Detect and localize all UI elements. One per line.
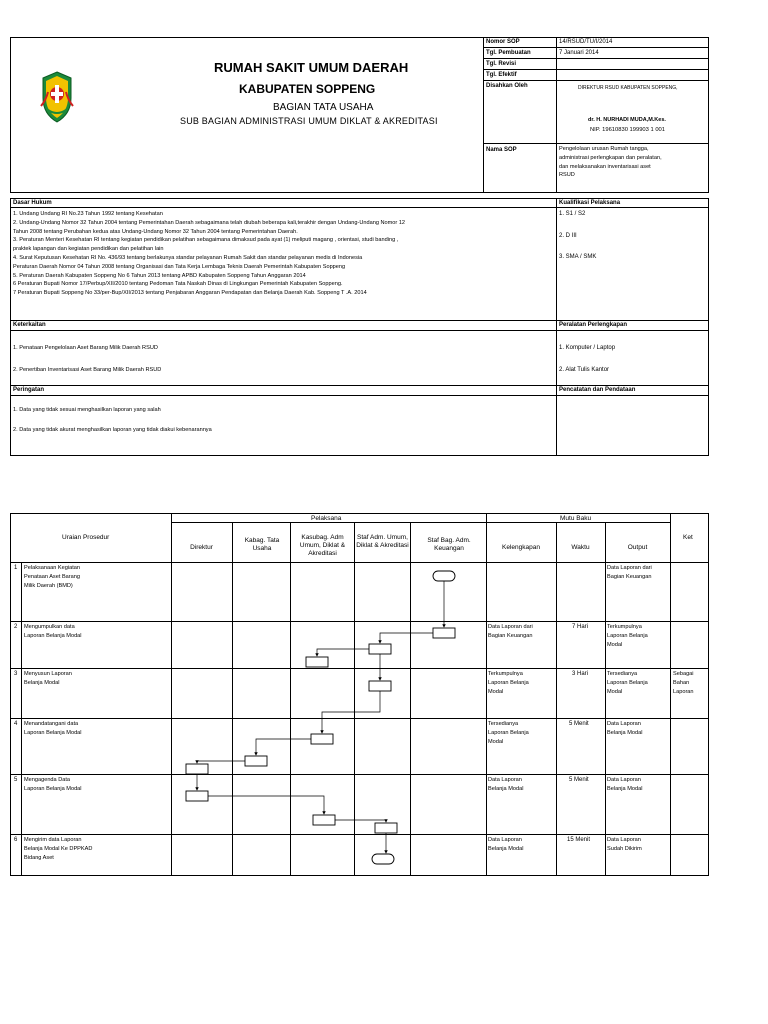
flow-end-terminator xyxy=(372,854,394,864)
list-item: Tahun 2008 tentang Perubahan kedua atas Undang-Undang Nomor 32 Tahun 2004 tentang Pemerintahan Daerah. xyxy=(13,228,298,235)
row-output: Tersedianya Laporan Belanja Modal xyxy=(607,671,648,695)
flow-box xyxy=(186,764,208,774)
list-item: 7 Peraturan Bupati Soppeng No 33/per-Bup/XII/2013 tentang Penjabaran Anggaran Pendapatan dan Belanja Daerah Kab. Soppeng T .A. 2014 xyxy=(13,290,367,297)
row-output: Data Laporan Belanja Modal xyxy=(607,777,643,792)
row-output: Data Laporan Belanja Modal xyxy=(607,721,643,736)
row-waktu: 5 Menit xyxy=(569,721,589,727)
flow-box xyxy=(433,628,455,638)
row-waktu: 7 Hari xyxy=(572,624,589,630)
col-header-direktur: Direktur xyxy=(190,544,213,551)
flow-start-terminator xyxy=(433,571,455,581)
row-uraian: Mengumpulkan data Laporan Belanja Modal xyxy=(24,624,82,639)
pencatatan-title: Pencatatan dan Pendataan xyxy=(559,387,636,393)
flow-box xyxy=(311,734,333,744)
flow-arrow xyxy=(335,820,386,822)
row-number: 3 xyxy=(14,671,18,677)
row-kelengkapan: Data Laporan Belanja Modal xyxy=(488,837,524,852)
meta-label-nomor: Nomor SOP xyxy=(486,39,520,45)
col-header-staf-keu: Staf Bag. Adm. Keuangan xyxy=(427,537,471,553)
peralatan-title: Peralatan Perlengkapan xyxy=(559,322,628,328)
row-output: Data Laporan dari Bagian Keuangan xyxy=(607,565,652,580)
meta-label-pembuatan: Tgl. Pembuatan xyxy=(486,50,531,56)
col-header-waktu: Waktu xyxy=(571,544,590,551)
flow-arrow xyxy=(208,796,324,814)
list-item: praktek lapangan dan kegiatan pendidikan dan pelatihan lain xyxy=(13,246,164,253)
row-kelengkapan: Data Laporan dari Bagian Keuangan xyxy=(488,624,533,639)
peringatan-title: Peringatan xyxy=(13,387,45,393)
col-header-kasubag: Kasubag. Adm Umum, Diklat & Akreditasi xyxy=(299,534,346,558)
list-item: Peraturan Daerah Nomor 04 Tahun 2008 tentang Organisasi dan Tata Kerja Lembaga Teknis Daerah Pemerintah Kabupaten Soppeng xyxy=(13,263,346,270)
meta-label-efektif: Tgl. Efektif xyxy=(486,72,517,78)
col-header-kabag: Kabag. Tata Usaha xyxy=(244,537,280,553)
meta-value-pembuatan: 7 Januari 2014 xyxy=(559,50,599,56)
row-number: 4 xyxy=(14,721,18,727)
col-header-mutu: Mutu Baku xyxy=(560,515,592,522)
row-output: Data Laporan Sudah Dikirim xyxy=(607,837,642,852)
row-ket: Sebagai Bahan Laporan xyxy=(673,671,694,695)
list-item: 6 Peraturan Bupati Nomor 17/Perbup/XII/2010 tentang Pedoman Tata Naskah Dinas di Lingkungan Pemerintah Kabupaten Soppeng. xyxy=(13,281,343,288)
peringatan-item: 2. Data yang tidak akurat menghasilkan laporan yang tidak diakui kebenarannya xyxy=(13,427,212,433)
flow-box xyxy=(313,815,335,825)
flow-box xyxy=(369,681,391,691)
flow-arrow xyxy=(317,649,369,656)
sop-name-label: Nama SOP xyxy=(486,147,517,153)
row-number: 1 xyxy=(14,565,18,571)
kualifikasi-item: 3. SMA / SMK xyxy=(559,254,597,260)
col-header-uraian: Uraian Prosedur xyxy=(62,534,110,541)
list-item: 2. Undang-Undang Nomor 32 Tahun 2004 tentang Pemerintahan Daerah sebagaimana telah diubah beberapa kali,terakhir dengan Undang-Undang Nomor 12 xyxy=(13,219,406,226)
flow-box xyxy=(369,644,391,654)
col-header-ket: Ket xyxy=(683,534,693,541)
signer-nip: NIP. 19610830 199903 1 001 xyxy=(590,127,665,133)
hospital-name: RUMAH SAKIT UMUM DAERAH xyxy=(214,60,409,75)
keterkaitan-item: 1. Penataan Pengelolaan Aset Barang Milik Daerah RSUD xyxy=(13,345,158,351)
flow-box xyxy=(306,657,328,667)
row-uraian: Mengirim data Laporan Belanja Modal Ke DPPKAD Bidang Aset xyxy=(24,837,93,861)
flow-box xyxy=(375,823,397,833)
row-waktu: 5 Menit xyxy=(569,777,589,783)
row-uraian: Menyusun Laporan Belanja Modal xyxy=(24,671,72,686)
flow-arrow xyxy=(197,761,245,763)
flow-arrow xyxy=(380,633,433,643)
row-waktu: 15 Menit xyxy=(567,837,591,843)
row-output: Terkumpulnya Laporan Belanja Modal xyxy=(607,624,648,648)
row-kelengkapan: Data Laporan Belanja Modal xyxy=(488,777,524,792)
col-header-output: Output xyxy=(627,544,648,551)
sop-name-value: Pengelolaan urusan Rumah tangga, administrasi perlengkapan dan peralatan, dan melaksanakan inventarisasi aset RSUD xyxy=(559,146,662,179)
row-uraian: Pelaksanaan Kegiatan Penataan Aset Barang Milik Daerah (BMD) xyxy=(24,565,80,589)
regency-name: KABUPATEN SOPPENG xyxy=(239,82,376,96)
row-number: 2 xyxy=(14,624,18,630)
col-header-pelaksana: Pelaksana xyxy=(311,515,342,522)
kualifikasi-item: 1. S1 / S2 xyxy=(559,211,586,217)
peralatan-item: 1. Komputer / Laptop xyxy=(559,345,616,351)
meta-value-nomor: 14/RSUD/TU/I/2014 xyxy=(559,39,613,45)
meta-label-revisi: Tgl. Revisi xyxy=(486,61,517,67)
row-uraian: Menandatangani data Laporan Belanja Modal xyxy=(24,721,82,736)
keterkaitan-item: 2. Penertiban Inventarisasi Aset Barang Milik Daerah RSUD xyxy=(13,367,162,373)
dasar-hukum-title: Dasar Hukum xyxy=(13,200,52,206)
flow-box xyxy=(186,791,208,801)
row-waktu: 3 Hari xyxy=(572,671,589,677)
list-item: 3. Peraturan Menteri Kesehatan RI tentang kegiatan pendidikan pelatihan sebagaimana dimaksud pada ayat (1) meliputi magang , orientasi, studi banding , xyxy=(13,237,399,244)
meta-value-disahkan: DIREKTUR RSUD KABUPATEN SOPPENG, xyxy=(578,85,678,91)
col-header-kelengkapan: Kelengkapan xyxy=(502,544,540,551)
keterkaitan-title: Keterkaitan xyxy=(13,322,46,328)
list-item: 1. Undang Undang RI No.23 Tahun 1992 tentang Kesehatan xyxy=(13,211,163,217)
kualifikasi-title: Kualifikasi Pelaksana xyxy=(559,200,621,206)
flow-box xyxy=(245,756,267,766)
kualifikasi-item: 2. D III xyxy=(559,233,577,239)
meta-label-disahkan: Disahkan Oleh xyxy=(486,83,528,89)
flow-arrow xyxy=(256,739,311,755)
row-number: 6 xyxy=(14,837,18,843)
list-item: 5. Peraturan Daerah Kabupaten Soppeng No 6 Tahun 2013 tentang APBD Kabupaten Soppeng Tahun Anggaran 2014 xyxy=(13,272,306,279)
row-number: 5 xyxy=(14,777,18,783)
peralatan-item: 2. Alat Tulis Kantor xyxy=(559,367,610,373)
list-item: 4. Surat Keputusan Kesehatan RI No. 436/93 tentang berlakunya standar pelayanan Rumah Sakit dan standar pelayanan medis di Indonesia xyxy=(13,254,363,261)
col-header-staf-adm: Staf Adm. Umum, Diklat & Akreditasi xyxy=(356,534,409,550)
flow-arrow xyxy=(322,691,380,733)
row-kelengkapan: Terkumpulnya Laporan Belanja Modal xyxy=(488,671,529,695)
peringatan-item: 1. Data yang tidak sesuai menghasilkan laporan yang salah xyxy=(13,407,161,413)
row-uraian: Mengagenda Data Laporan Belanja Modal xyxy=(24,777,82,792)
division-name: BAGIAN TATA USAHA xyxy=(273,102,374,113)
subdivision-name: SUB BAGIAN ADMINISTRASI UMUM DIKLAT & AKREDITASI xyxy=(180,116,438,126)
signer-name: dr. H. NURHADI MUDA,M.Kes. xyxy=(588,117,666,123)
row-kelengkapan: Tersedianya Laporan Belanja Modal xyxy=(488,721,529,745)
